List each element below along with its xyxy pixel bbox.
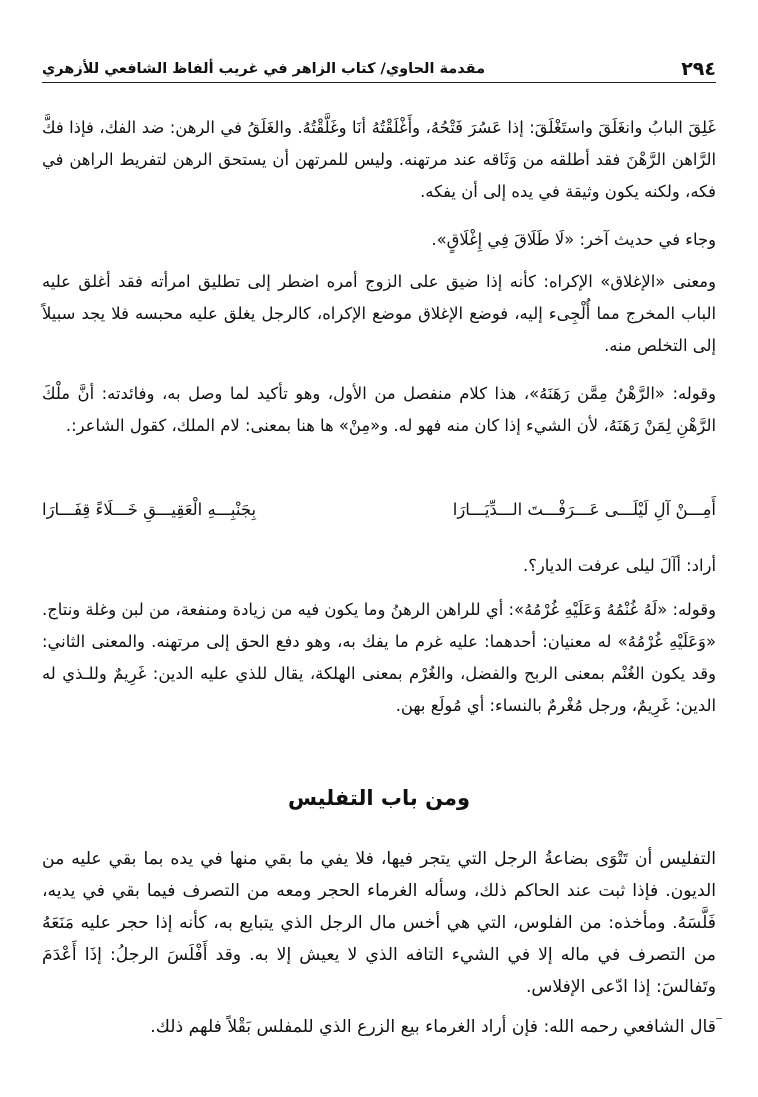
paragraph-ghalaq: غَلِقَ البابُ وانغَلَقَ واستَغْلَقَ: إذا عَسُرَ فَتْحُهُ، وأَغْلَقْتُهُ أنَا وغَلَّقْتُهُ. والغَلَقُ في الرهن: ضد الفك، فإذا فكَّ الرَّاهن الرَّهْنَ فقد أطلقه من وَثَاقه عند مرتهنه. وليس للمرتهن أن يستحق الرهن لتفريط الراهن في فكه، ولكنه يكون وثيقة في يده إلى أن يفكه. (42, 118, 716, 202)
verse-first-hemistich: أَمِـــنْ آلِ لَيْلَـــى عَـــرَفْـــتَ الـــدِّيَـــارَا (452, 500, 716, 519)
section-paragraph-shafii: قال الشافعي رحمه الله: فإن أراد الغرماء بيع الزرع الذي للمفلس بَقْلاً فلهم ذلك. (150, 1017, 716, 1038)
paragraph-ghunm: وقوله: «لَهُ غُنْمُهُ وَعَلَيْهِ غُرْمُهُ»: أي للراهن الرهنُ وما يكون فيه من زيادة ومنفعة، من لبن وغلة ونتاج. «وَعَلَيْهِ غُرْمُهُ» له معنيان: أحدهما: عليه غرم ما يفك به، وهو دفع الحق إلى مرتهنه. والمعنى الثاني: وقد يكون الغُنْم بمعنى الربح والفضل، والغُرْم بمعنى الهلكة، يقال للذي عليه الدين: غَرِيمٌ وللـذي له الدين: غَرِيمٌ، ورجل مُغْرمٌ بالنساء: أي مُولَع بهن. (42, 600, 716, 716)
running-title: مقدمة الحاوي/ كتاب الزاهر في غريب ألفاظ الشافعي للأزهري (42, 61, 486, 77)
section-paragraph-taflis: التفليس أن تَتْوَى بضاعةُ الرجل التي يتجر فيها، فلا يفي ما بقي منها في يده بما بقي عليه من الديون. فإذا ثبت عند الحاكم ذلك، وسأله الغرماء الحجر ومعه من التصرف فيما بقي في يديه، فَلَّسَهُ. ومأخذه: من الفلوس، التي هي أخس مال الرجل الذي يتبايع به، كأنه إذا حجر عليه مَنَعَهُ من التصرف في ماله إلا في الشيء التافه الذي لا يعيش إلا به. وقد أَفْلَسَ الرجلُ: إذَا أَعْدَمَ وتَفالسَ: إذا ادّعى الإفلاس. (42, 849, 716, 998)
margin-mark (716, 1018, 722, 1019)
page-header (42, 56, 716, 83)
poetry-verse (42, 494, 716, 526)
paragraph-arad: أراد: أآلَ ليلى عرفت الديار؟. (522, 556, 716, 576)
book-page (42, 40, 716, 1080)
paragraph-ighlaq: ومعنى «الإغلاق» الإكراه: كأنه إذا ضيق على الزوج أمره اضطر إلى تطليق امرأته فقد أغلق عليه الباب المخرج مما أُلْجِىء إليه، فوضع الإغلاق موضع الإكراه، كالرجل يغلق عليه محبسه فلا يجد سبيلاً إلى التخلص منه. (42, 272, 716, 356)
page-number: ٢٩٤ (681, 58, 716, 80)
verse-second-hemistich: بِجَنْبِـــهِ الْعَقِيـــقِ خَـــلَاءً قِفَـــارَا (42, 500, 257, 519)
paragraph-hadith: وجاء في حديث آخر: «لَا طَلَاقَ فِي إِغْلَاقٍ». (431, 230, 716, 250)
paragraph-rahn: وقوله: «الرَّهْنُ مِمَّن رَهَنَهُ»، هذا كلام منفصل من الأول، وهو تأكيد لما وصل به، وفائدته: أنَّ ملْكَ الرَّهْنِ لِمَنْ رَهَنَهُ، لأن الشيء إذا كان منه فهو له. و«مِنْ» ها هنا بمعنى: لام الملك، كقول الشاعر:. (42, 384, 716, 436)
section-title: ومن باب التفليس (287, 786, 471, 811)
